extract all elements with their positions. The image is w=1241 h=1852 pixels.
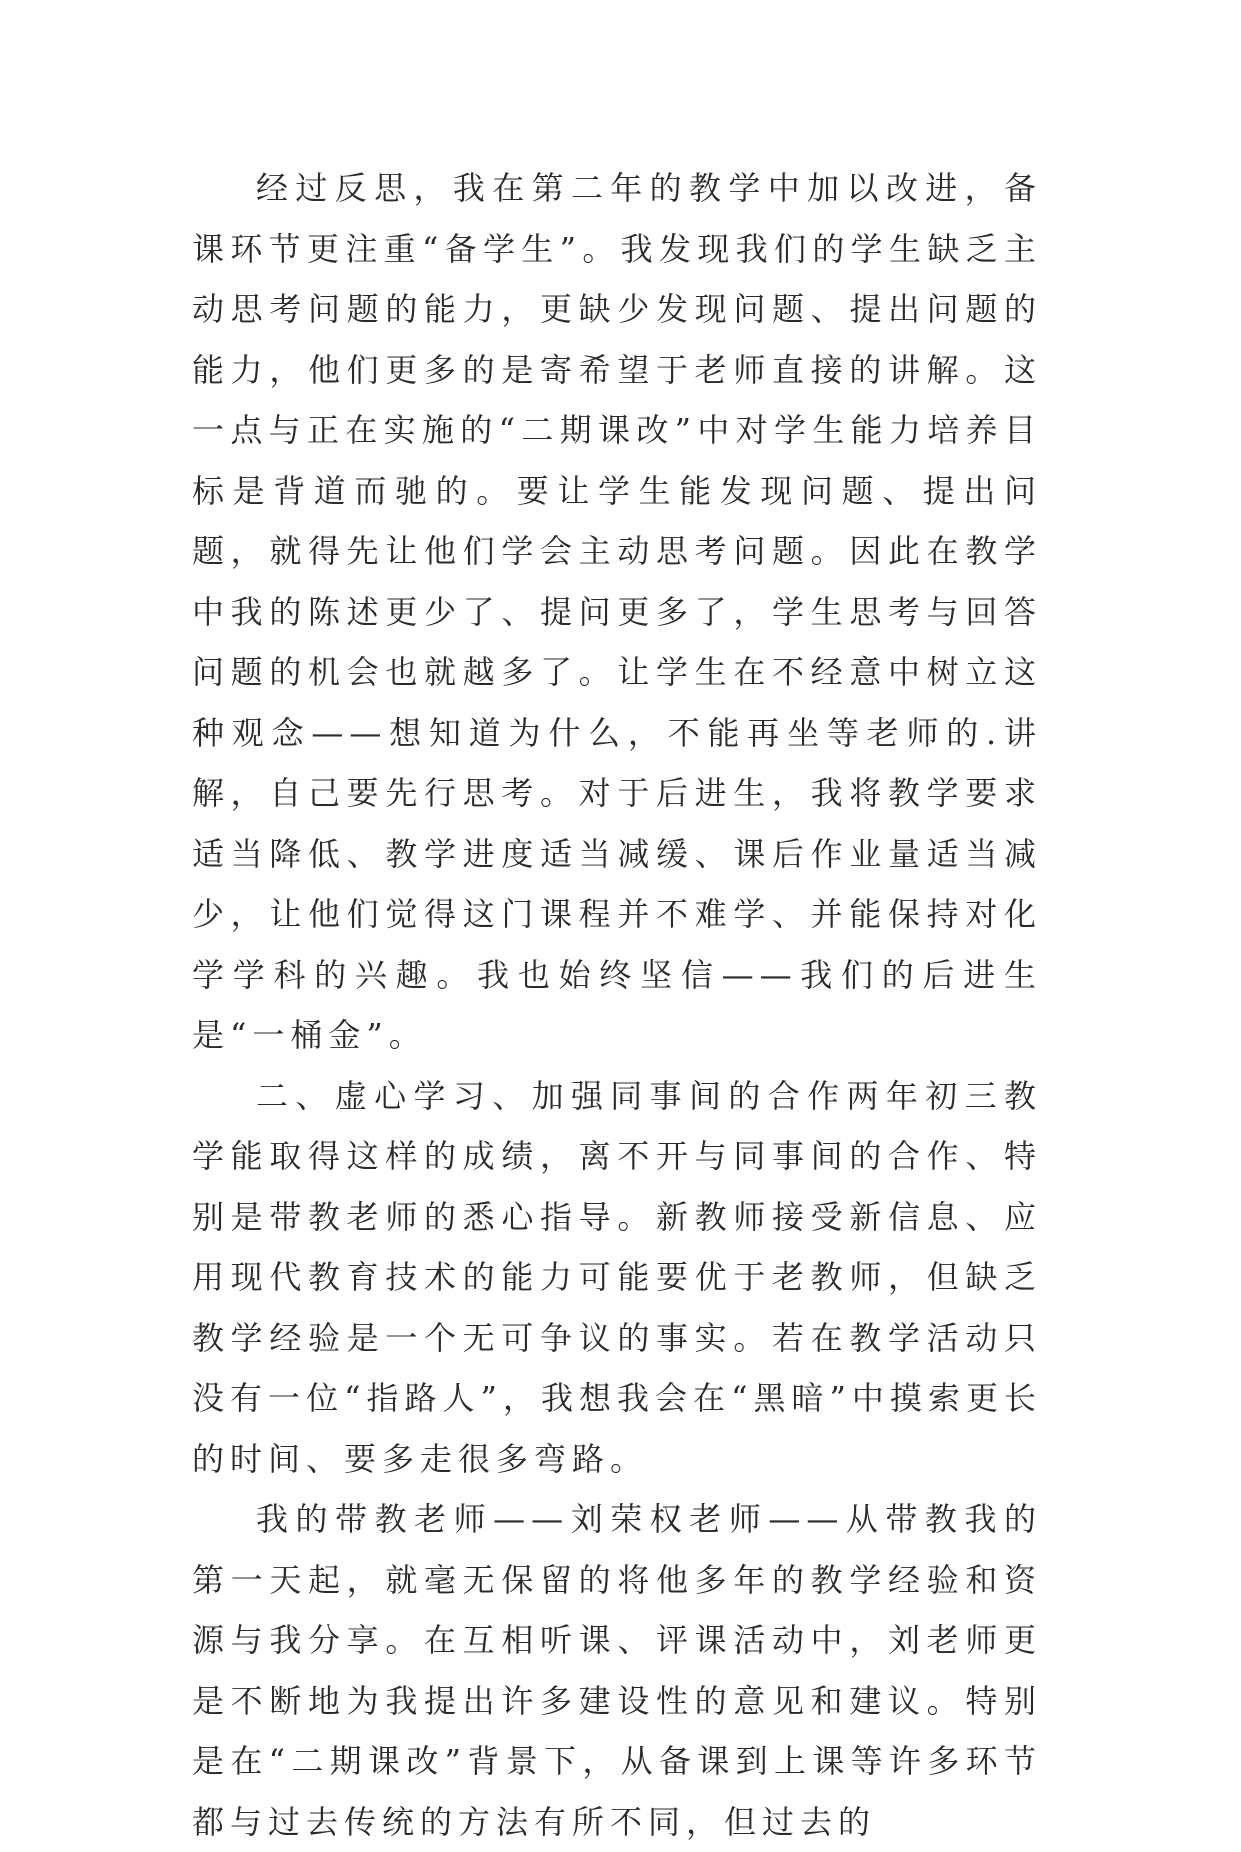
paragraph-mentor: 我的带教老师——刘荣权老师——从带教我的第一天起，就毫无保留的将他多年的教学经验和资源与我分享。在互相听课、评课活动中，刘老师更是不断地为我提出许多建设性的意见和建议。特别是在“二期课改”背景下，从备课到上课等许多环节都与过去传统的方法有所不同，但过去的 — [192, 1500, 1042, 1841]
paragraph-learning-cooperation: 二、虚心学习、加强同事间的合作两年初三教学能取得这样的成绩，离不开与同事间的合作、特别是带教老师的悉心指导。新教师接受新信息、应用现代教育技术的能力可能要优于老教师，但缺乏教学经验是一个无可争议的事实。若在教学活动只没有一位“指路人”，我想我会在“黑暗”中摸索更长的时间、要多走很多弯路。 — [192, 1076, 1042, 1478]
paragraph-reflection: 经过反思，我在第二年的教学中加以改进，备课环节更注重“备学生”。我发现我们的学生缺乏主动思考问题的能力，更缺少发现问题、提出问题的能力，他们更多的是寄希望于老师直接的讲解。这一点与正在实施的“二期课改”中对学生能力培养目标是背道而驰的。要让学生能发现问题、提出问题，就得先让他们学会主动思考问题。因此在教学中我的陈述更少了、提问更多了，学生思考与回答问题的机会也就越多了。让学生在不经意中树立这种观念——想知道为什么，不能再坐等老师的.讲解，自己要先行思考。对于后进生，我将教学要求适当降低、教学进度适当减缓、课后作业量适当减少，让他们觉得这门课程并不难学、并能保持对化学学科的兴趣。我也始终坚信——我们的后进生是“一桶金”。 — [192, 169, 1042, 1054]
document-body — [192, 158, 1042, 1852]
